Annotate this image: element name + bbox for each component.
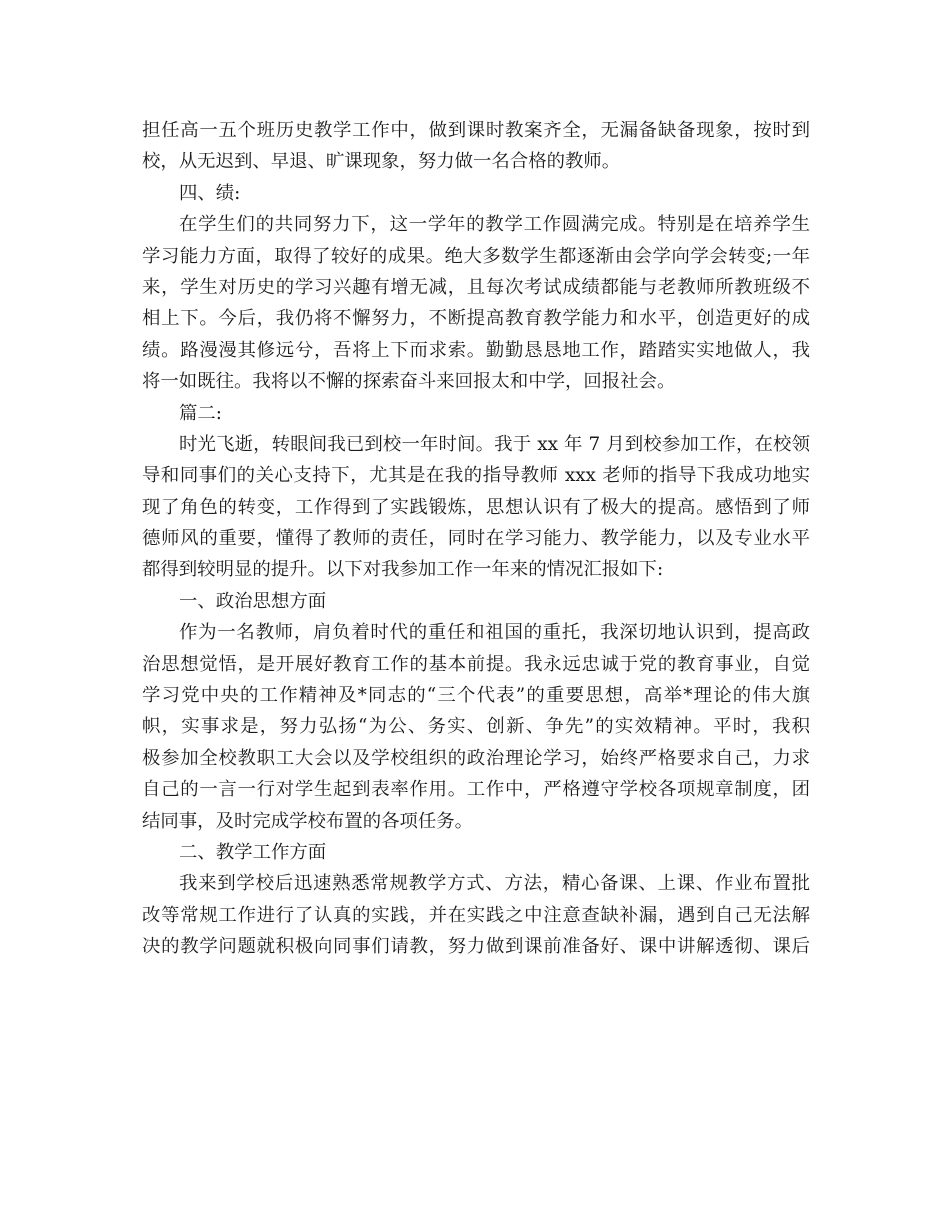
text-line: 时光飞逝，转眼间我已到校一年时间。我于 xx 年 7 月到校参加工作，在校领 — [179, 433, 810, 455]
text-line: 二、教学工作方面 — [179, 841, 327, 863]
text-line: 学习能力方面，取得了较好的成果。绝大多数学生都逐渐由会学向学会转变;一年 — [142, 245, 810, 267]
text-line: 极参加全校教职工大会以及学校组织的政治理论学习，始终严格要求自己，力求 — [142, 747, 810, 769]
text-line: 治思想觉悟，是开展好教育工作的基本前提。我永远忠诚于党的教育事业，自觉 — [142, 653, 810, 675]
text-line: 德师风的重要，懂得了教师的责任，同时在学习能力、教学能力，以及专业水平 — [142, 528, 810, 550]
text-line: 来，学生对历史的学习兴趣有增无减，且每次考试成绩都能与老教师所教班级不 — [142, 276, 810, 298]
text-line: 我来到学校后迅速熟悉常规教学方式、方法，精心备课、上课、作业布置批 — [179, 873, 810, 895]
document-body — [142, 115, 810, 963]
text-line: 决的教学问题就积极向同事们请教，努力做到课前准备好、课中讲解透彻、课后 — [142, 936, 810, 958]
text-line: 在学生们的共同努力下，这一学年的教学工作圆满完成。特别是在培养学生 — [179, 214, 810, 236]
text-line: 四、绩: — [179, 182, 241, 204]
text-line: 担任高一五个班历史教学工作中，做到课时教案齐全，无漏备缺备现象，按时到 — [142, 120, 810, 141]
text-line: 作为一名教师，肩负着时代的重任和祖国的重托，我深切地认识到，提高政 — [179, 622, 810, 644]
text-line: 校，从无迟到、早退、旷课现象，努力做一名合格的教师。 — [142, 151, 621, 173]
text-line: 结同事，及时完成学校布置的各项任务。 — [142, 810, 474, 832]
text-line: 现了角色的转变，工作得到了实践锻炼，思想认识有了极大的提高。感悟到了师 — [142, 496, 810, 518]
text-line: 将一如既往。我将以不懈的探索奋斗来回报太和中学，回报社会。 — [142, 371, 676, 393]
text-line: 相上下。今后，我仍将不懈努力，不断提高教育教学能力和水平，创造更好的成 — [142, 308, 810, 330]
text-line: 自己的一言一行对学生起到表率作用。工作中，严格遵守学校各项规章制度，团 — [142, 779, 810, 801]
text-line: 篇二: — [179, 402, 222, 424]
text-line: 都得到较明显的提升。以下对我参加工作一年来的情况汇报如下: — [142, 559, 664, 581]
text-line: 导和同事们的关心支持下，尤其是在我的指导教师 xxx 老师的指导下我成功地实 — [142, 465, 810, 487]
text-line: 一、政治思想方面 — [179, 590, 327, 612]
text-line: 学习党中央的工作精神及*同志的“三个代表”的重要思想，高举*理论的伟大旗 — [142, 685, 810, 707]
text-line: 绩。路漫漫其修远兮，吾将上下而求索。勤勤恳恳地工作，踏踏实实地做人，我 — [142, 339, 810, 361]
text-line: 改等常规工作进行了认真的实践，并在实践之中注意查缺补漏，遇到自己无法解 — [142, 904, 810, 926]
text-line: 帜，实事求是，努力弘扬“为公、务实、创新、争先”的实效精神。平时，我积 — [142, 716, 810, 738]
